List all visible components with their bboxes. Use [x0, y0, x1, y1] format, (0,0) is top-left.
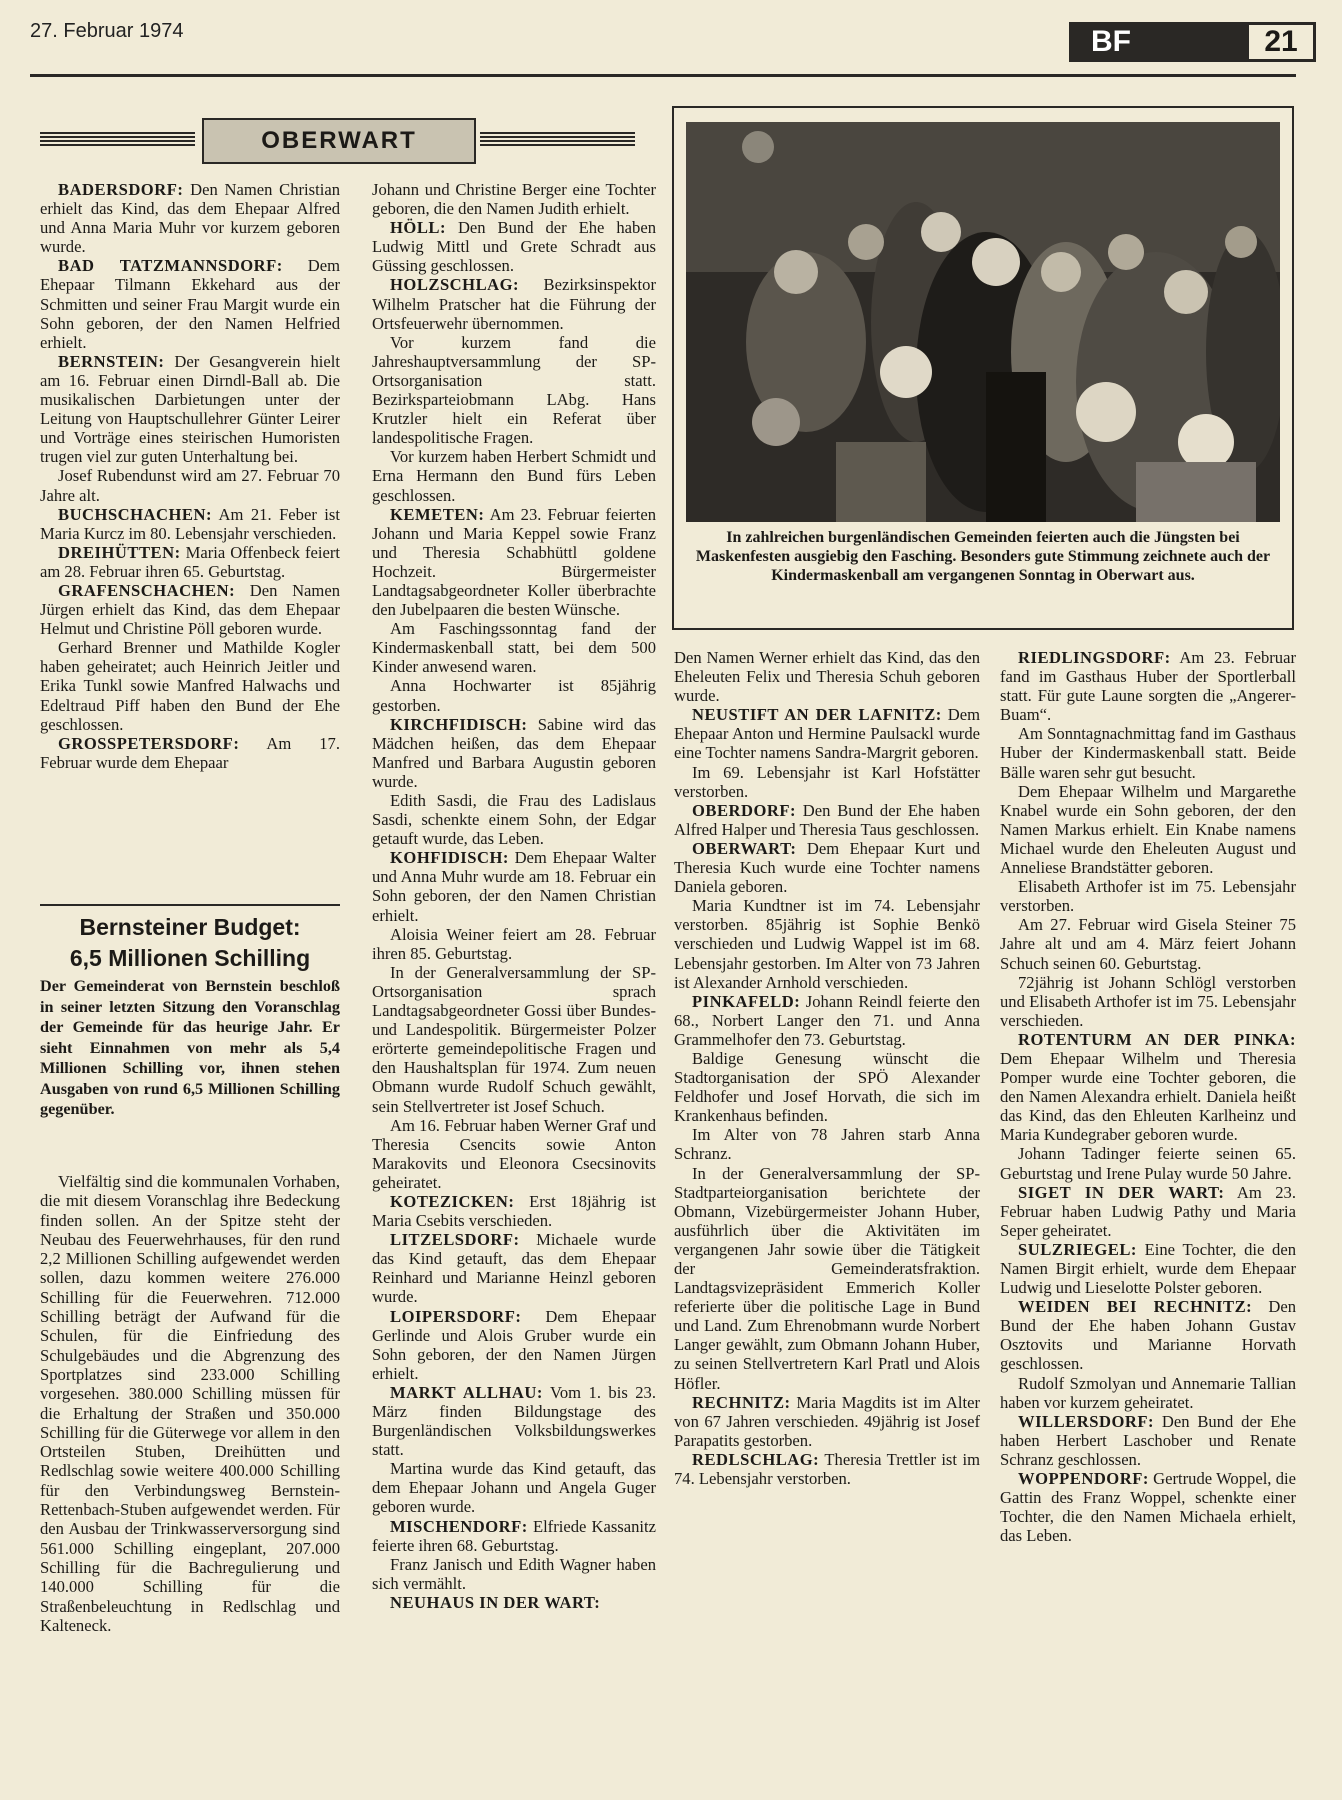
news-item	[1000, 1297, 1296, 1373]
news-text: Anna Hochwarter ist 85jährig gestorben.	[372, 676, 656, 715]
news-item	[40, 638, 340, 733]
news-item	[372, 333, 656, 448]
news-text: Vor kurzem haben Herbert Schmidt und Erna Hermann den Bund fürs Leben geschlossen.	[372, 447, 656, 505]
section-heading	[40, 118, 640, 164]
news-item	[40, 734, 340, 772]
budget-title-line-2: 6,5 Millionen Schilling	[69, 945, 311, 971]
place-name: WILLERSDORF:	[1018, 1411, 1155, 1431]
place-name: LITZELSDORF:	[390, 1230, 520, 1250]
news-item	[372, 1192, 656, 1230]
news-item	[1000, 973, 1296, 1030]
news-item	[1000, 782, 1296, 877]
news-item	[372, 791, 656, 848]
news-item	[674, 896, 980, 991]
news-item	[372, 505, 656, 620]
news-text: Im 69. Lebensjahr ist Karl Hofstätter verstorben.	[674, 762, 980, 801]
news-text: Elfriede Kassanitz feierte ihren 68. Geburtstag.	[372, 1516, 656, 1555]
news-column-2	[372, 180, 656, 1612]
news-text: Gertrude Woppel, die Gattin des Franz Woppel, schenkte einer Tochter, die den Namen Michaela erhielt, das Leben.	[1000, 1469, 1296, 1546]
news-item	[372, 619, 656, 676]
news-text: Vom 1. bis 23. März finden Bildungstage des Burgenländischen Volksbildungswerkes statt.	[372, 1382, 656, 1460]
news-text: Martina wurde das Kind getauft, das dem Ehepaar Johann und Angela Guger geboren wurde.	[372, 1459, 656, 1517]
news-text: Dem Ehepaar Wilhelm und Margarethe Knabel wurde ein Sohn geboren, der den Namen Markus erhielt. Ein Knabe namens Michael wurde den Eheleuten August und Anneliese Brandstätter geboren.	[1000, 781, 1296, 878]
budget-article-title	[40, 912, 340, 974]
news-item	[40, 180, 340, 256]
page-badge	[1069, 22, 1316, 62]
news-text: Den Namen Christian erhielt das Kind, das dem Ehepaar Alfred und Anna Maria Muhr vor kurzem geboren wurde.	[40, 180, 340, 257]
place-name: ROTENTURM AN DER PINKA:	[1018, 1029, 1296, 1049]
news-text: Theresia Trettler ist im 74. Lebensjahr verstorben.	[674, 1449, 980, 1489]
place-name: REDLSCHLAG:	[692, 1449, 820, 1469]
news-text: Johann Tadinger feierte seinen 65. Geburtstag und Irene Pulay wurde 50 Jahre.	[1000, 1144, 1296, 1183]
place-name: MISCHENDORF:	[390, 1516, 528, 1536]
news-text: Maria Offenbeck feiert am 28. Februar ihren 65. Geburtstag.	[40, 542, 340, 581]
budget-article-lead: Der Gemeinderat von Bernstein beschloß in seiner letzten Sitzung den Voranschlag der Gemeinde für das heurige Jahr. Er sieht Einnahmen von mehr als 5,4 Millionen Schilling vor, ihnen stehen Ausgaben von rund 6,5 Millionen Schilling gegenüber.	[40, 977, 340, 1118]
place-name: SIGET IN DER WART:	[1018, 1182, 1225, 1202]
news-item	[1000, 1240, 1296, 1297]
place-name: BADERSDORF:	[58, 180, 184, 199]
place-name: KIRCHFIDISCH:	[390, 714, 528, 734]
news-item	[1000, 877, 1296, 915]
place-name: LOIPERSDORF:	[390, 1306, 522, 1326]
place-name: KEMETEN:	[390, 504, 485, 524]
place-name: OBERWART:	[692, 838, 797, 858]
news-text: Am Sonntagnachmittag fand im Gasthaus Huber der Kindermaskenball statt. Beide Bälle waren sehr gut besucht.	[1000, 724, 1296, 782]
masked-ball-photo	[686, 122, 1280, 522]
news-column-4	[1000, 648, 1296, 1545]
news-text: Den Bund der Ehe haben Ludwig Mittl und Grete Schradt aus Güssing geschlossen.	[372, 218, 656, 276]
news-item	[372, 1116, 656, 1192]
news-text: Am 17. Februar wurde dem Ehepaar	[40, 733, 340, 772]
news-text: In der Generalversammlung der SP-Ortsorganisation sprach Landtagsabgeordneter Gossi über Bundes- und Landespolitik. Bürgermeister Polzer erörterte gemeindepolitische Fragen und den Haushaltsplan für 1974. Zum neuen Obmann wurde Rudolf Schuch gewählt, sein Stellvertreter ist Josef Schuch.	[372, 962, 656, 1116]
place-name: NEUSTIFT AN DER LAFNITZ:	[692, 705, 942, 725]
place-name: WOPPENDORF:	[1018, 1469, 1149, 1489]
news-text: Sabine wird das Mädchen heißen, das dem Ehepaar Manfred und Barbara Augustin geboren wurde.	[372, 714, 656, 791]
crowd-photo-illustration	[686, 122, 1280, 522]
news-item	[674, 839, 980, 896]
news-text: Den Bund der Ehe haben Herbert Laschober und Renate Schranz geschlossen.	[1000, 1411, 1296, 1469]
news-item	[674, 801, 980, 839]
heading-ornament-right	[480, 132, 635, 146]
news-column-1	[40, 180, 340, 772]
news-item	[372, 447, 656, 504]
news-item	[372, 1383, 656, 1459]
place-name: OBERDORF:	[692, 800, 797, 820]
page-date: 27. Februar 1974	[30, 20, 184, 42]
news-item	[674, 705, 980, 762]
news-column-3	[674, 648, 980, 1488]
news-item	[40, 256, 340, 351]
news-item	[674, 992, 980, 1049]
news-text: Michaele wurde das Kind getauft, das dem Ehepaar Reinhard und Marianne Heinzl geboren wurde.	[372, 1230, 656, 1307]
news-item	[372, 963, 656, 1116]
news-item	[1000, 1374, 1296, 1412]
news-item	[372, 180, 656, 218]
news-text: Dem Ehepaar Tilmann Ekkehard aus der Schmitten und seiner Frau Margit wurde ein Sohn geboren, der den Namen Helfried erhielt.	[40, 256, 341, 352]
news-item	[674, 1164, 980, 1393]
news-item	[372, 1593, 656, 1612]
news-text: Dem Ehepaar Wilhelm und Theresia Pomper wurde eine Tochter geboren, die den Namen Alexandra erhielt. Daniela heißt das Kind, das den Ehleuten Karlheinz und Maria Kundegraber geboren wurde.	[1000, 1048, 1296, 1145]
page-number: 21	[1246, 22, 1316, 62]
place-name: DREIHÜTTEN:	[58, 542, 181, 562]
news-item	[1000, 1030, 1296, 1145]
news-text: Edith Sasdi, die Frau des Ladislaus Sasdi, schenkte einem Sohn, der Edgar getauft wurde, das Leben.	[372, 791, 656, 849]
news-text: Johann und Christine Berger eine Tochter geboren, die den Namen Judith erhielt.	[372, 180, 656, 219]
news-text: Am 21. Feber ist Maria Kurcz im 80. Lebensjahr verschieden.	[40, 504, 340, 543]
news-text: In der Generalversammlung der SP-Stadtparteiorganisation berichtete der Obmann, Vizebürgermeister Johann Huber, ausführlich über die Aktivitäten im vergangenen Jahr sowie über die Tätigkeit der Gemeinderatsfraktion. Landtagsvizepräsident Emmerich Koller referierte über die politische Lage in Bund und Land. Zum Ehrenobmann wurde Norbert Langer gewählt, zum Obmann Johann Huber, zu seinen Stellvertretern Karl Pratl und Alois Höfler.	[674, 1163, 980, 1393]
news-item	[674, 1049, 980, 1125]
news-item	[40, 505, 340, 543]
publication-label: BF	[1069, 22, 1246, 62]
news-item	[40, 352, 340, 467]
news-text: Maria Kundtner ist im 74. Lebensjahr verstorben. 85jährig ist Sophie Benkö verschieden und Ludwig Wappel ist im 68. Lebensjahr gestorben. Im Alter von 73 Jahren ist Alexander Arnhold verschieden.	[674, 896, 980, 992]
news-text: Im Alter von 78 Jahren starb Anna Schranz.	[674, 1125, 980, 1164]
news-text: Maria Magdits ist im Alter von 67 Jahren verschieden. 49jährig ist Josef Parapatits gestorben.	[674, 1392, 980, 1450]
place-name: RECHNITZ:	[692, 1392, 791, 1412]
place-name: BAD TATZMANNSDORF:	[58, 256, 283, 276]
news-text: Am 23. Februar haben Ludwig Pathy und Maria Seper geheiratet.	[1000, 1182, 1296, 1240]
news-text: Dem Ehepaar Anton und Hermine Paulsackl wurde eine Tochter namens Sandra-Margrit geboren.	[674, 705, 981, 763]
news-item	[40, 581, 340, 638]
news-item	[1000, 724, 1296, 781]
news-text: Elisabeth Arthofer ist im 75. Lebensjahr verstorben.	[1000, 877, 1296, 916]
news-text: Baldige Genesung wünscht die Stadtorganisation der SPÖ Alexander Feldhofer und Josef Horvath, die sich im Krankenhaus befinden.	[674, 1048, 980, 1126]
news-text: 72jährig ist Johann Schlögl verstorben und Elisabeth Arthofer ist im 75. Lebensjahr verschieden.	[1000, 972, 1296, 1030]
place-name: BUCHSCHACHEN:	[58, 504, 213, 524]
place-name: PINKAFELD:	[692, 991, 801, 1011]
news-text: Am 16. Februar haben Werner Graf und Theresia Csencits sowie Anton Marakovits und Eleonora Csecsinovits geheiratet.	[372, 1115, 656, 1192]
news-text: Am 23. Februar fand im Gasthaus Huber der Sportlerball statt. Für gute Laune sorgten die „Angerer-Buam“.	[1000, 648, 1296, 725]
heading-ornament-left	[40, 132, 195, 146]
news-text: Den Namen Werner erhielt das Kind, das den Eheleuten Felix und Theresia Schuh geboren wurde.	[674, 648, 980, 706]
place-name: HÖLL:	[390, 218, 446, 238]
news-item	[674, 1393, 980, 1450]
article-rule	[40, 904, 340, 906]
budget-title-line-1: Bernsteiner Budget:	[79, 914, 301, 940]
news-item	[372, 1307, 656, 1383]
news-text: Bezirksinspektor Wilhelm Pratscher hat die Führung der Ortsfeuerwehr übernommen.	[372, 275, 656, 333]
section-title: OBERWART	[202, 118, 476, 164]
news-item	[1000, 1183, 1296, 1240]
news-item	[372, 1230, 656, 1306]
header-rule	[30, 74, 1296, 77]
news-item	[40, 466, 340, 504]
place-name: SULZRIEGEL:	[1018, 1239, 1137, 1259]
news-item	[372, 1555, 656, 1593]
news-text: Am 23. Februar feierten Johann und Maria Keppel sowie Franz und Theresia Schabhüttl goldene Hochzeit. Bürgermeister Landtagsabgeordneter Koller überbrachte den Jubelpaaren die besten Wünsche.	[372, 504, 656, 620]
place-name: GROSSPETERSDORF:	[58, 733, 240, 753]
news-text: Rudolf Szmolyan und Annemarie Tallian haben vor kurzem geheiratet.	[1000, 1373, 1296, 1412]
news-item	[674, 763, 980, 801]
place-name: HOLZSCHLAG:	[390, 275, 520, 295]
place-name: MARKT ALLHAU:	[390, 1382, 543, 1402]
news-text: Johann Reindl feierte den 68., Norbert Langer den 71. und Anna Grammelhofer den 73. Geburtstag.	[674, 991, 980, 1049]
news-item	[372, 1459, 656, 1516]
news-item	[372, 848, 656, 924]
news-item	[372, 715, 656, 791]
news-text: Gerhard Brenner und Mathilde Kogler haben geheiratet; auch Heinrich Jeitler und Erika Tunkl sowie Manfred Halwachs und Edeltraud Piff haben den Bund der Ehe geschlossen.	[40, 638, 340, 734]
news-item	[40, 543, 340, 581]
news-text: Josef Rubendunst wird am 27. Februar 70 Jahre alt.	[40, 466, 340, 505]
news-text: Dem Ehepaar Kurt und Theresia Kuch wurde eine Tochter namens Daniela geboren.	[674, 838, 980, 897]
budget-article-paragraph: Vielfältig sind die kommunalen Vorhaben, die mit diesem Voranschlag ihre Bedeckung finden sollen. An der Spitze steht der Neubau des Feuerwehrhauses, für den rund 2,2 Millionen Schilling aufgewendet werden sollen, dazu kommen weitere 276.000 Schilling für die Feuerwehren. 712.000 Schilling beträgt der Aufwand für die Schulen, für die Einfriedung des Schulgebäudes und die Abgrenzung des Sportplatzes sind 233.000 Schilling vorgesehen. 380.000 Schilling müssen für die Erhaltung der Straßen und 350.000 Schilling für die Güterwege vor allem in den Ortsteilen Stuben, Dreihütten und Redlschlag sowie weitere 400.000 Schilling für den Verbindungsweg Bernstein-Rettenbach-Stuben aufgewendet werden. Für den Ausbau der Trinkwasserversorgung sind 561.000 Schilling eingeplant, 207.000 Schilling für die Bachregulierung und 140.000 Schilling für die Straßenbeleuchtung in Redlschlag und Kalteneck.	[40, 1172, 340, 1635]
news-item	[1000, 648, 1296, 724]
place-name: RIEDLINGSDORF:	[1018, 648, 1171, 667]
news-text: Der Gesangverein hielt am 16. Februar einen Dirndl-Ball ab. Die musikalischen Darbietungen unter der Leitung von Hauptschullehrer Günter Leirer und Vorträge eines steirischen Humoristen trugen viel zur guten Unterhaltung bei.	[40, 351, 340, 467]
news-text: Dem Ehepaar Gerlinde und Alois Gruber wurde ein Sohn geboren, der den Namen Jürgen erhielt.	[372, 1306, 656, 1383]
news-item	[372, 275, 656, 332]
news-text: Am Faschingssonntag fand der Kindermaskenball statt, bei dem 500 Kinder anwesend waren.	[372, 619, 656, 677]
news-item	[372, 218, 656, 275]
news-item	[372, 1517, 656, 1555]
news-item	[1000, 1469, 1296, 1545]
news-text: Vor kurzem fand die Jahreshauptversammlung der SP-Ortsorganisation statt. Bezirksparteiobmann LAbg. Hans Krutzler hielt ein Referat über landespolitische Fragen.	[372, 332, 656, 448]
photo-frame	[672, 106, 1294, 630]
news-item	[1000, 1144, 1296, 1182]
news-item	[674, 648, 980, 705]
place-name: KOTEZICKEN:	[390, 1191, 515, 1211]
news-item	[674, 1125, 980, 1163]
place-name: BERNSTEIN:	[58, 351, 165, 371]
news-item	[1000, 1412, 1296, 1469]
photo-caption: In zahlreichen burgenländischen Gemeinden feierten auch die Jüngsten bei Maskenfesten ausgiebig den Fasching. Besonders gute Stimmung zeichnete auch der Kindermaskenball am vergangenen Sonntag in Oberwart aus.	[695, 529, 1271, 584]
news-text: Den Bund der Ehe haben Alfred Halper und Theresia Taus geschlossen.	[674, 800, 980, 839]
news-text: Den Namen Jürgen erhielt das Kind, das dem Ehepaar Helmut und Christine Pöll geboren wurde.	[40, 580, 340, 639]
place-name: KOHFIDISCH:	[390, 848, 509, 868]
budget-article-body	[40, 1172, 340, 1635]
place-name: GRAFENSCHACHEN:	[58, 580, 236, 600]
news-text: Aloisia Weiner feiert am 28. Februar ihren 85. Geburtstag.	[372, 924, 656, 963]
news-item	[1000, 915, 1296, 972]
news-item	[372, 676, 656, 714]
place-name: WEIDEN BEI RECHNITZ:	[1018, 1297, 1253, 1317]
news-item	[372, 925, 656, 963]
news-item	[674, 1450, 980, 1488]
news-text: Den Bund der Ehe haben Johann Gustav Osztovits und Marianne Horvath geschlossen.	[1000, 1297, 1297, 1374]
news-text: Eine Tochter, die den Namen Birgit erhielt, wurde dem Ehepaar Ludwig und Lieselotte Polster geboren.	[1000, 1239, 1296, 1298]
place-name: NEUHAUS IN DER WART:	[390, 1592, 601, 1612]
news-text: Dem Ehepaar Walter und Anna Muhr wurde am 18. Februar ein Sohn geboren, der den Namen Christian erhielt.	[372, 848, 656, 925]
news-text: Franz Janisch und Edith Wagner haben sich vermählt.	[372, 1554, 656, 1593]
news-text: Am 27. Februar wird Gisela Steiner 75 Jahre alt und am 4. März feiert Johann Schuch seinen 60. Geburtstag.	[1000, 915, 1296, 973]
news-text: Erst 18jährig ist Maria Csebits verschieden.	[372, 1191, 656, 1231]
